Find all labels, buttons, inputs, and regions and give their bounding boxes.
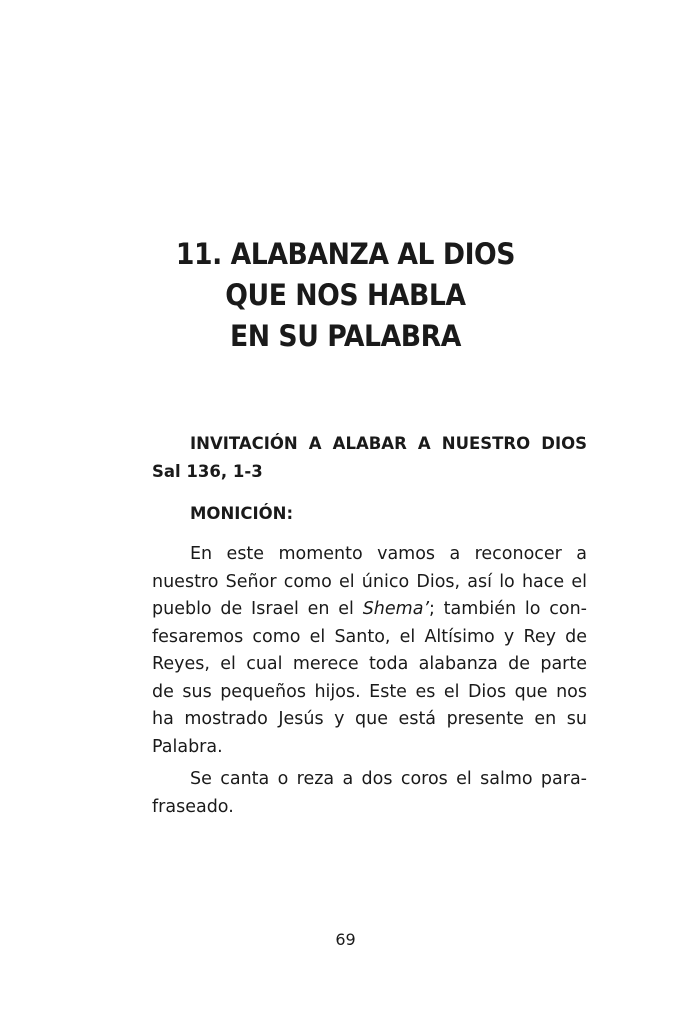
paragraph-1-line-1: En este momento vamos a reconocer a [190, 544, 587, 564]
chapter-title-line-2: QUE NOS HABLA [225, 278, 466, 312]
paragraph-1-line-7: ha mostrado Jesús y que está presente en su [152, 709, 587, 729]
paragraph-2-line-2: fraseado. [152, 796, 234, 817]
paragraph-1-line-4: fesaremos como el Santo, el Altísimo y Rey de [152, 626, 587, 647]
section-heading [152, 430, 587, 485]
chapter-title [28, 234, 664, 357]
monicion-label: MONICIÓN: [190, 504, 294, 523]
shema-emphasis: Shema’ [362, 599, 430, 619]
paragraph-1-line-5: Reyes, el cual merece toda alabanza de parte [152, 654, 587, 674]
paragraph-1-line-6: de sus pequeños hijos. Este es el Dios que nos [152, 681, 587, 702]
paragraph-1-line-8: Palabra. [152, 736, 223, 757]
chapter-title-line-1: 11. ALABANZA AL DIOS [175, 237, 516, 271]
paragraph-1 [152, 541, 587, 761]
paragraph-2 [152, 766, 587, 821]
page-number: 69 [335, 930, 356, 949]
paragraph-1-line-3-end: ; también lo con- [429, 599, 587, 619]
paragraph-1-line-2: nuestro Señor como el único Dios, así lo hace el [152, 571, 587, 592]
paragraph-2-line-1: Se canta o reza a dos coros el salmo para- [190, 769, 587, 789]
chapter-title-line-3: EN SU PALABRA [229, 319, 461, 353]
section-heading-title: INVITACIÓN A ALABAR A NUESTRO DIOS [190, 434, 587, 453]
paragraph-1-line-3-start: pueblo de Israel en el [152, 599, 363, 619]
paragraph-1-line-3 [152, 596, 587, 624]
section-heading-reference: Sal 136, 1-3 [152, 461, 263, 481]
